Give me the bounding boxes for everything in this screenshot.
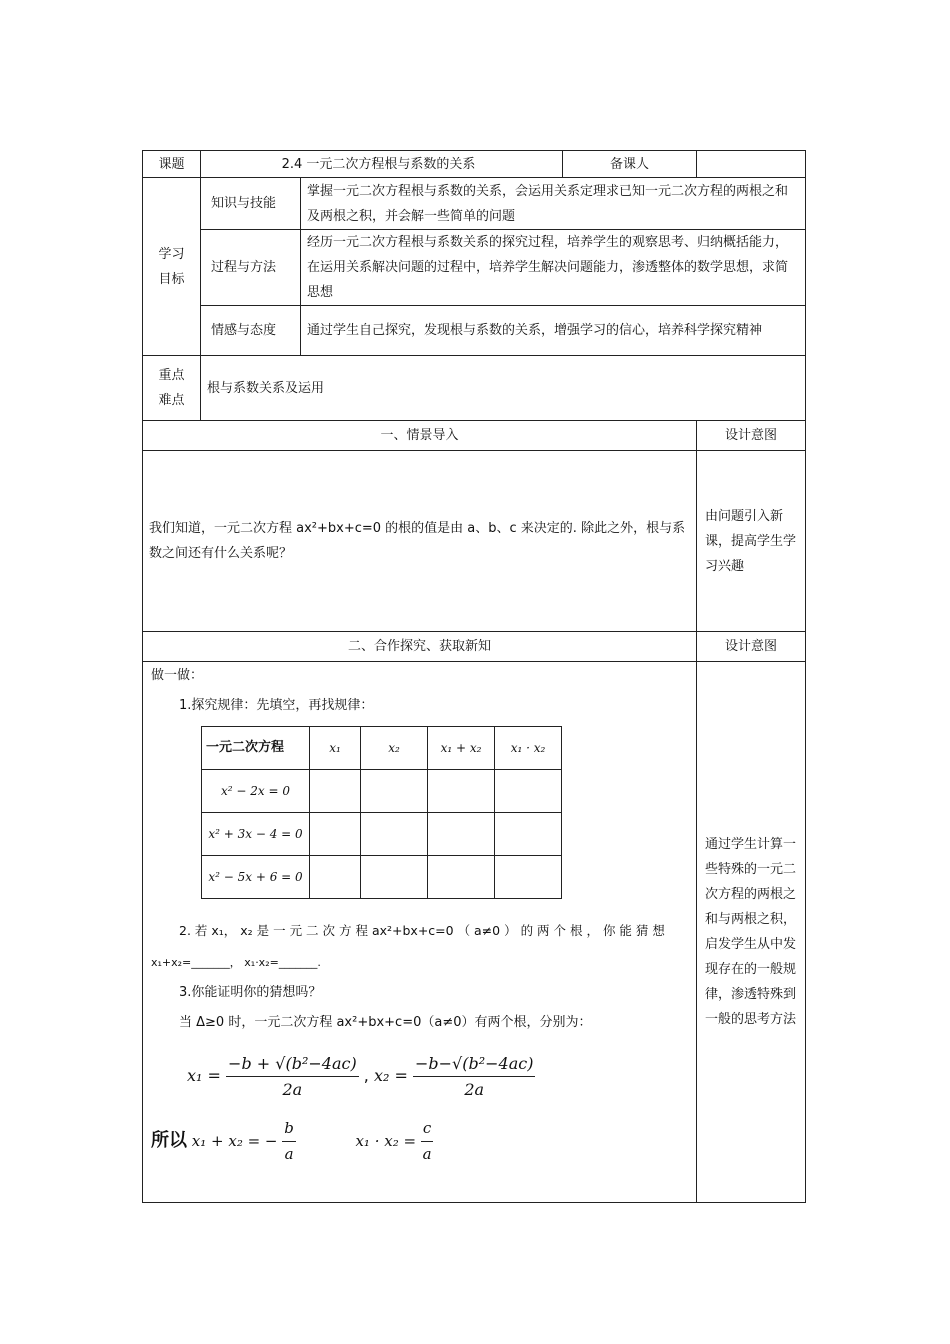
prod-denominator: a — [422, 1145, 432, 1163]
table-cell — [428, 770, 495, 813]
table-equation: x² − 5x + 6 = 0 — [202, 856, 310, 899]
table-cell — [361, 856, 428, 899]
section2-intro: 做一做： — [151, 668, 204, 683]
table-header: x₁ — [310, 727, 361, 770]
root2-lhs: x₂ = — [373, 1066, 408, 1085]
objective-category: 过程与方法 — [201, 230, 301, 306]
sum-lhs: x₁ + x₂ = − — [191, 1132, 278, 1150]
root2-denominator: 2a — [464, 1080, 485, 1099]
table-header: x₁ · x₂ — [495, 727, 562, 770]
table-cell — [495, 856, 562, 899]
table-header: x₁ + x₂ — [428, 727, 495, 770]
table-cell — [495, 813, 562, 856]
table-equation: x² − 2x = 0 — [202, 770, 310, 813]
section2-design-label: 设计意图 — [697, 632, 806, 662]
section1-design: 由问题引入新课，提高学生学习兴趣 — [697, 451, 806, 632]
roots-table — [201, 726, 562, 899]
step1: 1.探究规律：先填空，再找规律： — [179, 698, 374, 713]
keypoints-label: 重点 难点 — [143, 356, 201, 421]
table-cell — [361, 770, 428, 813]
table-cell — [310, 813, 361, 856]
objective-category: 知识与技能 — [201, 178, 301, 230]
step3: 3.你能证明你的猜想吗？ — [179, 985, 322, 1000]
step3-detail: 当 Δ≥0 时，一元二次方程 ax²+bx+c=0（a≠0）有两个根，分别为： — [179, 1015, 592, 1030]
topic-title: 2.4 一元二次方程根与系数的关系 — [201, 151, 563, 178]
section1-design-label: 设计意图 — [697, 421, 806, 451]
section2-body — [143, 662, 697, 1203]
root1-lhs: x₁ = — [187, 1066, 221, 1085]
step2-question: 2. 若 x₁， x₂ 是 一 元 二 次 方 程 ax²+bx+c=0 （ a≠0 ） 的 两 个 根 ， 你 能 猜 想 — [179, 923, 665, 938]
section2-title: 二、合作探究、获取新知 — [143, 632, 697, 662]
sum-numerator: b — [282, 1116, 296, 1142]
keypoints-text: 根与系数关系及运用 — [201, 356, 806, 421]
root1-denominator: 2a — [282, 1080, 303, 1099]
formula-separator: , — [363, 1066, 369, 1085]
preparer-value — [697, 151, 806, 178]
objective-text: 通过学生自己探究，发现根与系数的关系，增强学习的信心，培养科学探究精神 — [301, 306, 806, 356]
topic-label: 课题 — [143, 151, 201, 178]
table-cell — [310, 856, 361, 899]
root1-fraction — [226, 1051, 359, 1102]
table-header: x₂ — [361, 727, 428, 770]
table-header: 一元二次方程 — [202, 727, 310, 770]
objective-text: 掌握一元二次方程根与系数的关系，会运用关系定理求已知一元二次方程的两根之和及两根之积，并会解一些简单的问题 — [301, 178, 806, 230]
sum-denominator: a — [284, 1145, 294, 1163]
table-cell — [310, 770, 361, 813]
table-cell — [495, 770, 562, 813]
root-formulas — [187, 1051, 688, 1102]
prod-numerator: c — [421, 1116, 433, 1142]
table-cell — [428, 813, 495, 856]
prod-fraction — [421, 1116, 433, 1167]
step2-blanks: x₁+x₂=_______， x₁·x₂=_______. — [151, 956, 321, 969]
root1-numerator: −b + √(b²−4ac) — [226, 1051, 359, 1077]
section1-title: 一、情景导入 — [143, 421, 697, 451]
prod-lhs: x₁ · x₂ = — [355, 1132, 417, 1150]
root2-fraction — [413, 1051, 535, 1102]
lesson-plan-table — [142, 150, 806, 1203]
table-equation: x² + 3x − 4 = 0 — [202, 813, 310, 856]
root2-numerator: −b−√(b²−4ac) — [413, 1051, 535, 1077]
table-cell — [428, 856, 495, 899]
section2-design: 通过学生计算一些特殊的一元二次方程的两根之和与两根之积，启发学生从中发现存在的一般规律，渗透特殊到一般的思考方法 — [697, 662, 806, 1203]
vieta-formulas — [151, 1116, 688, 1167]
objective-text: 经历一元二次方程根与系数关系的探究过程，培养学生的观察思考、归纳概括能力，在运用关系解决问题的过程中，培养学生解决问题能力，渗透整体的数学思想，求简思想 — [301, 230, 806, 306]
objective-category: 情感与态度 — [201, 306, 301, 356]
objectives-label: 学习 目标 — [143, 178, 201, 356]
section1-text: 我们知道，一元二次方程 ax²+bx+c=0 的根的值是由 a、b、c 来决定的. 除此之外，根与系数之间还有什么关系呢？ — [143, 451, 697, 632]
sum-fraction — [282, 1116, 296, 1167]
so-label: 所以 — [151, 1130, 187, 1151]
table-cell — [361, 813, 428, 856]
preparer-label: 备课人 — [563, 151, 697, 178]
